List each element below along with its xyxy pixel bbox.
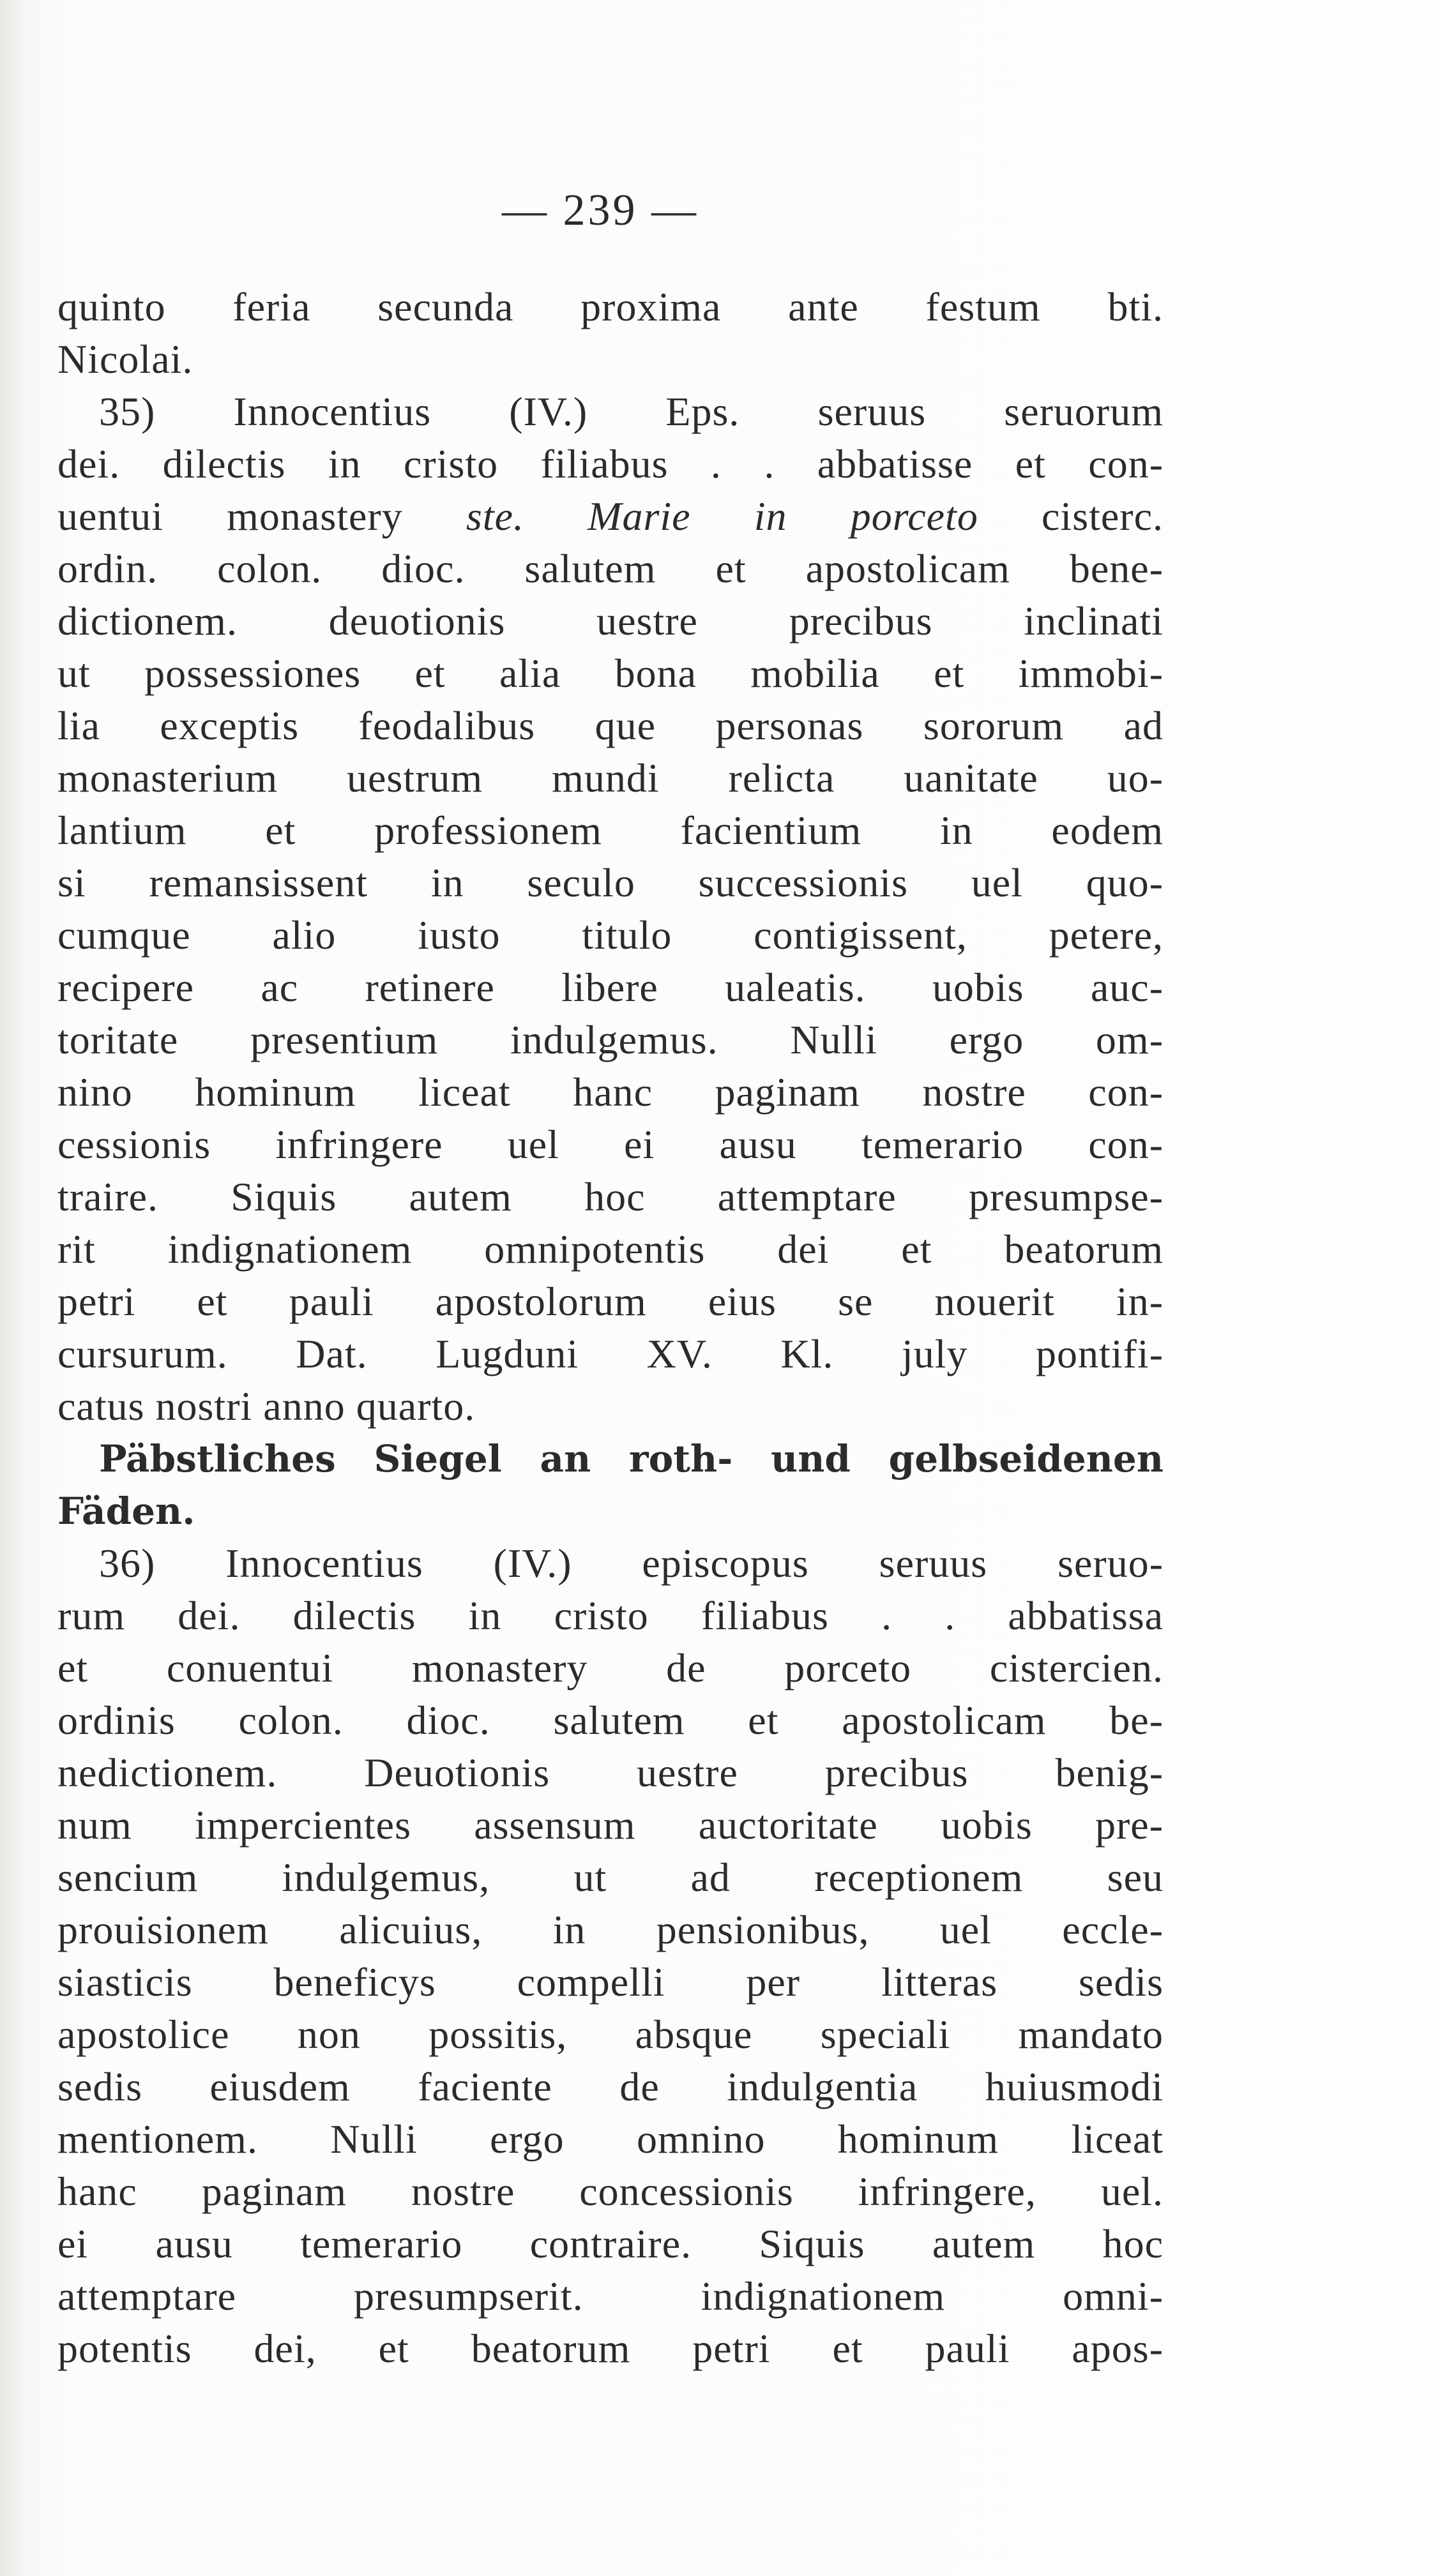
document-paragraph	[57, 386, 1164, 1433]
text-line: hanc paginam nostre concessionis infringere, uel.	[57, 2169, 1164, 2214]
text-line: lantium et professionem facientium in eodem	[57, 808, 1164, 853]
text-segment: uentui monastery	[57, 493, 466, 539]
text-line: prouisionem alicuius, in pensionibus, uel eccle-	[57, 1907, 1164, 1952]
text-line: ei ausu temerario contraire. Siquis autem hoc	[57, 2221, 1164, 2266]
text-line: ordinis colon. dioc. salutem et apostolicam be-	[57, 1698, 1164, 1743]
text-line: monasterium uestrum mundi relicta uanitate uo-	[57, 755, 1164, 801]
text-line: toritate presentium indulgemus. Nulli ergo om-	[57, 1017, 1164, 1062]
document-body	[57, 281, 1164, 2375]
text-line: Fäden.	[57, 1489, 195, 1533]
seal-note-paragraph	[57, 1433, 1164, 1537]
text-line: quinto feria secunda proxima ante festum bti.	[57, 284, 1164, 329]
document-paragraph	[57, 281, 1164, 386]
text-line: si remansissent in seculo successionis uel quo-	[57, 860, 1164, 905]
text-line: Päbstliches Siegel an roth- und gelbseidenen	[99, 1437, 1164, 1480]
text-line: cursurum. Dat. Lugduni XV. Kl. july pontifi-	[57, 1331, 1164, 1376]
text-line: recipere ac retinere libere ualeatis. uobis auc-	[57, 965, 1164, 1010]
text-line: lia exceptis feodalibus que personas sororum ad	[57, 703, 1164, 748]
text-segment: cisterc.	[978, 493, 1164, 539]
text-line: cumque alio iusto titulo contigissent, petere,	[57, 912, 1164, 958]
text-line: num impercientes assensum auctoritate uobis pre-	[57, 1802, 1164, 1848]
text-line: rit indignationem omnipotentis dei et beatorum	[57, 1226, 1164, 1272]
text-line: Nicolai.	[57, 336, 193, 382]
text-line: potentis dei, et beatorum petri et pauli apos-	[57, 2326, 1164, 2371]
text-line: cessionis infringere uel ei ausu temerario con-	[57, 1122, 1164, 1167]
text-line: dei. dilectis in cristo filiabus . . abbatisse et con-	[57, 441, 1164, 486]
text-line: sedis eiusdem faciente de indulgentia huiusmodi	[57, 2064, 1164, 2109]
text-line: mentionem. Nulli ergo omnino hominum liceat	[57, 2116, 1164, 2162]
text-line: siasticis beneficys compelli per litteras sedis	[57, 1959, 1164, 2005]
text-line: 35) Innocentius (IV.) Eps. seruus seruorum	[99, 389, 1164, 434]
text-line: attemptare presumpserit. indignationem omni-	[57, 2273, 1164, 2319]
text-line: 36) Innocentius (IV.) episcopus seruus seruo-	[99, 1540, 1164, 1586]
text-line: rum dei. dilectis in cristo filiabus . . abbatissa	[57, 1593, 1164, 1638]
text-line: catus nostri anno quarto.	[57, 1383, 476, 1429]
text-line: traire. Siquis autem hoc attemptare presumpse-	[57, 1174, 1164, 1219]
text-line: ordin. colon. dioc. salutem et apostolicam bene-	[57, 546, 1164, 591]
text-line	[57, 490, 1164, 543]
text-line: dictionem. deuotionis uestre precibus inclinati	[57, 598, 1164, 644]
text-line: et conuentui monastery de porceto cistercien.	[57, 1645, 1164, 1691]
text-line: petri et pauli apostolorum eius se nouerit in-	[57, 1279, 1164, 1324]
page-number: — 239 —	[502, 186, 699, 235]
text-line: nino hominum liceat hanc paginam nostre con-	[57, 1069, 1164, 1115]
text-line: apostolice non possitis, absque speciali mandato	[57, 2012, 1164, 2057]
italic-text: ste. Marie in porceto	[466, 493, 978, 539]
document-paragraph	[57, 1537, 1164, 2375]
text-line: ut possessiones et alia bona mobilia et immobi-	[57, 651, 1164, 696]
text-line: sencium indulgemus, ut ad receptionem seu	[57, 1855, 1164, 1900]
text-line: nedictionem. Deuotionis uestre precibus benig-	[57, 1750, 1164, 1795]
